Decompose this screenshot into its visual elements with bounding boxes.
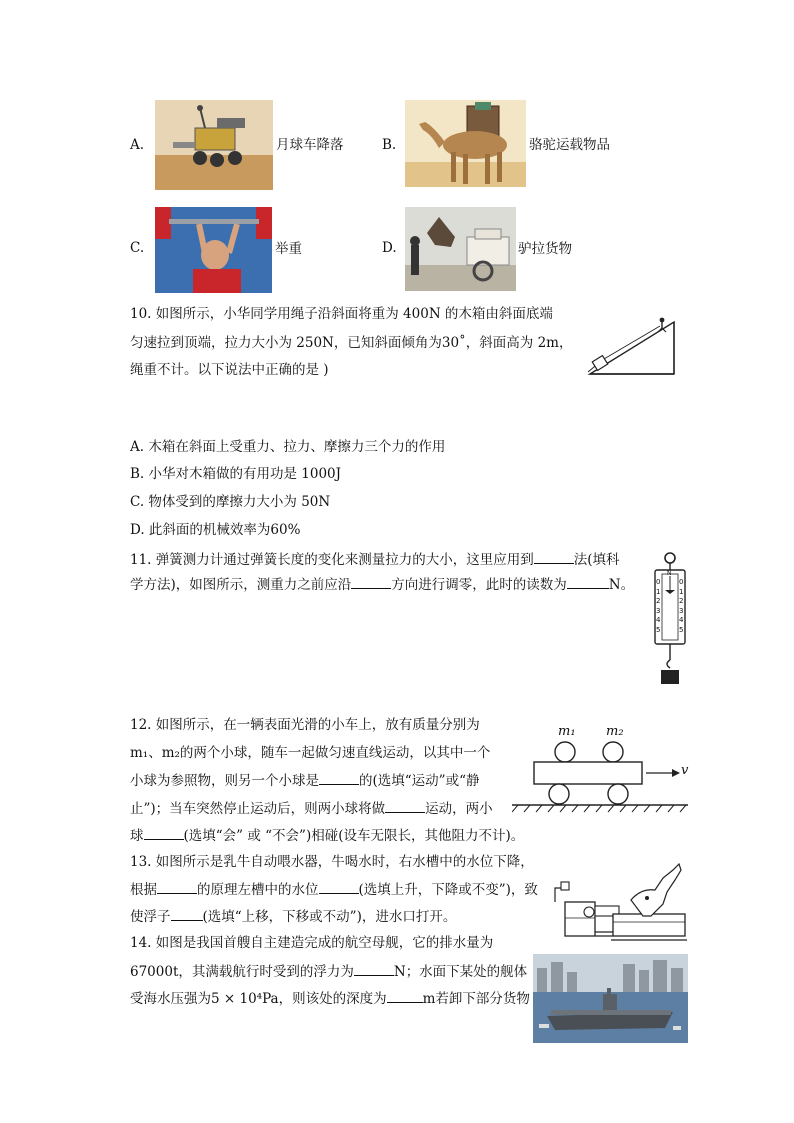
- q10-line-3: 绳重不计。以下说法中正确的是 ): [130, 362, 329, 378]
- lunar-rover-image: [155, 100, 273, 190]
- water-feeder-diagram: [551, 860, 689, 946]
- option-c-letter: C.: [130, 240, 145, 256]
- q11-blank-2[interactable]: [351, 575, 391, 589]
- q14-line-3: 受海水压强为5 × 10⁴Pa，则该处的深度为 m若卸下部分货物: [130, 991, 530, 1007]
- q13-line-1: 13. 如图所示是乳牛自动喂水器，牛喝水时，右水槽中的水位下降，: [130, 854, 534, 870]
- q10-option-d: D. 此斜面的机械效率为60%: [130, 522, 301, 538]
- option-d-letter: D.: [382, 240, 397, 256]
- option-a-text: 月球车降落: [276, 137, 344, 153]
- weightlifter-image: [155, 207, 272, 293]
- q14-line-2: 67000t，其满载航行时受到的浮力为 N；水面下某处的舰体: [130, 964, 528, 980]
- q10-option-c: C. 物体受到的摩擦力大小为 50N: [130, 494, 331, 510]
- q14-blank-2[interactable]: [387, 989, 423, 1003]
- scale-unit: N: [667, 570, 672, 577]
- q12-line-2: m₁、m₂的两个小球，随车一起做匀速直线运动，以其中一个: [130, 745, 491, 761]
- incline-diagram: [586, 314, 678, 378]
- aircraft-carrier-image: [533, 954, 688, 1043]
- scale-left-numbers: 0 1 2 3 4 5: [656, 578, 661, 634]
- q11-text-2b: 方向进行调零，此时的读数为: [391, 577, 567, 593]
- q11-text-2c: N。: [608, 577, 635, 593]
- q14-blank-1[interactable]: [354, 962, 394, 976]
- q12-line-3: 小球为参照物，则另一个小球是 的(选填“运动”或“静: [130, 773, 480, 789]
- q14-line-1: 14. 如图是我国首艘自主建造完成的航空母舰，它的排水量为: [130, 935, 494, 951]
- q13-blank-3[interactable]: [171, 907, 203, 921]
- scale-right-numbers: 0 1 2 3 4 5: [679, 578, 684, 634]
- q12-line-4: 止”)；当车突然停止运动后，则两小球将做 运动，两小: [130, 801, 493, 817]
- label-m2: m₂: [606, 724, 624, 739]
- spring-scale-diagram: [650, 550, 690, 690]
- donkey-cart-image: [405, 207, 516, 291]
- q11-text-1a: 11. 弹簧测力计通过弹簧长度的变化来测量拉力的大小，这里应用到: [130, 552, 534, 568]
- option-d-text: 驴拉货物: [518, 241, 572, 257]
- q10-option-a: A. 木箱在斜面上受重力、拉力、摩擦力三个力的作用: [130, 439, 446, 455]
- q11-line-1: [130, 550, 620, 569]
- q13-line-3: 使浮子 (选填“上移，下移或不动”)，进水口打开。: [130, 909, 457, 925]
- q10-line-2: 匀速拉到顶端，拉力大小为 250N，已知斜面倾角为30˚，斜面高为 2m，: [130, 335, 573, 351]
- q11-blank-3[interactable]: [567, 575, 609, 589]
- option-b-text: 骆驼运载物品: [529, 137, 610, 153]
- q10-option-b: B. 小华对木箱做的有用功是 1000J: [130, 466, 342, 482]
- q12-line-5: 球 (选填“会” 或 “不会”)相碰(设车无限长，其他阻力不计)。: [130, 828, 525, 844]
- q11-text-1b: 法(填科: [573, 552, 620, 568]
- q10-line-1: 10. 如图所示，小华同学用绳子沿斜面将重为 400N 的木箱由斜面底端: [130, 306, 553, 322]
- q12-line-1: 12. 如图所示，在一辆表面光滑的小车上，放有质量分别为: [130, 717, 480, 733]
- q13-line-2: 根据 的原理左槽中的水位 (选填上升，下降或不变”)，致: [130, 882, 538, 898]
- q11-line-2: [130, 575, 634, 594]
- q11-blank-1[interactable]: [534, 550, 574, 564]
- q12-blank-1[interactable]: [319, 771, 359, 785]
- q13-blank-2[interactable]: [319, 880, 359, 894]
- cart-balls-diagram: [512, 722, 692, 814]
- q11-text-2a: 学方法)，如图所示，测重力之前应沿: [130, 577, 352, 593]
- camel-image: [405, 100, 526, 187]
- q13-blank-1[interactable]: [157, 880, 197, 894]
- option-b-letter: B.: [382, 137, 397, 153]
- label-m1: m₁: [558, 724, 576, 739]
- q12-blank-3[interactable]: [144, 826, 184, 840]
- option-a-letter: A.: [130, 137, 145, 153]
- q12-blank-2[interactable]: [385, 799, 425, 813]
- label-v: v: [681, 763, 689, 778]
- option-c-text: 举重: [275, 241, 302, 257]
